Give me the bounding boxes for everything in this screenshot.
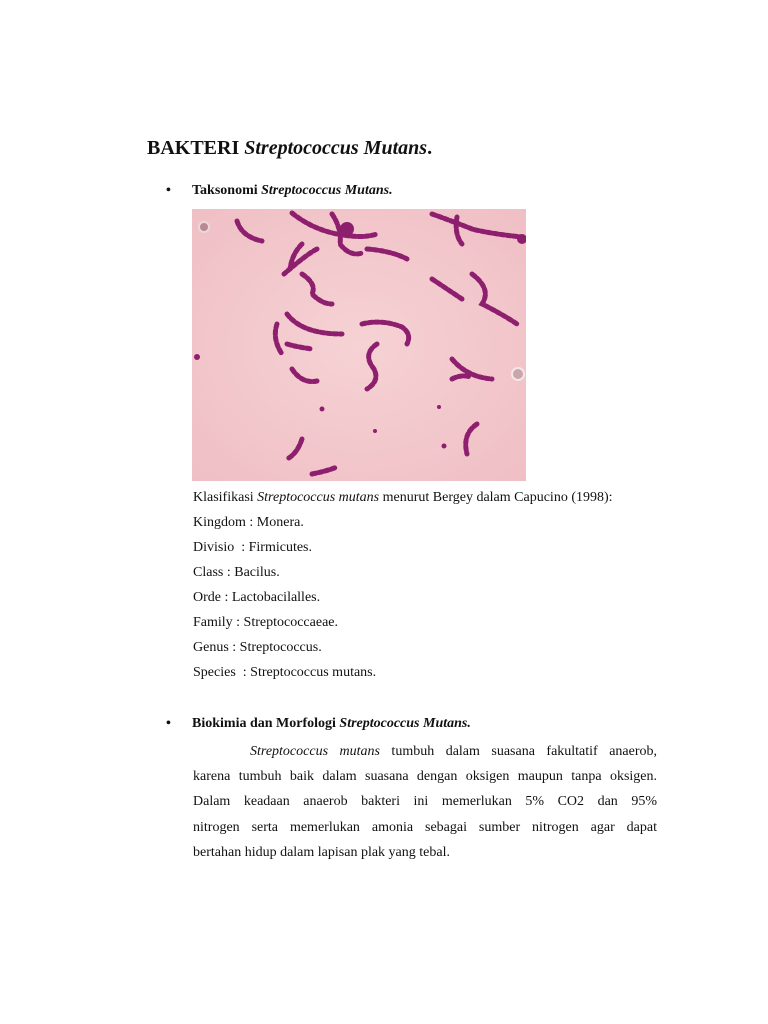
- classification-family: Family : Streptococcaeae.: [193, 615, 338, 630]
- heading-text: Taksonomi: [192, 183, 262, 198]
- bullet-icon: •: [166, 183, 171, 198]
- intro-suffix: menurut Bergey dalam Capucino (1998):: [379, 490, 613, 505]
- heading-italic: Streptococcus Mutans.: [339, 716, 471, 731]
- classification-intro: [193, 490, 613, 506]
- bacteria-micrograph-image: [192, 209, 526, 481]
- title-italic: Streptococcus Mutans: [244, 137, 428, 159]
- bullet-icon: •: [166, 716, 171, 731]
- heading-italic: Streptococcus Mutans.: [261, 183, 393, 198]
- document-title: [147, 137, 432, 160]
- classification-class: Class : Bacilus.: [193, 565, 280, 580]
- paragraph-line: Dalam keadaan anaerob bakteri ini memerlukan 5% CO2 dan 95%: [193, 794, 657, 810]
- classification-orde: Orde : Lactobacilalles.: [193, 590, 321, 605]
- classification-species: Species : Streptococcus mutans.: [193, 665, 377, 680]
- paragraph-line-text: tumbuh dalam suasana fakultatif anaerob,: [379, 744, 658, 759]
- intro-italic: Streptococcus mutans: [257, 490, 380, 505]
- paragraph-line: karena tumbuh baik dalam suasana dengan oksigen maupun tanpa oksigen.: [193, 769, 657, 785]
- classification-genus: Genus : Streptococcus.: [193, 640, 322, 655]
- paragraph-line: nitrogen serta memerlukan amonia sebagai sumber nitrogen agar dapat: [193, 819, 657, 835]
- paragraph-italic: Streptococcus mutans: [250, 744, 380, 759]
- title-suffix: .: [427, 137, 433, 159]
- classification-divisio: Divisio : Firmicutes.: [193, 540, 312, 555]
- paragraph-line: bertahan hidup dalam lapisan plak yang tebal.: [193, 844, 450, 860]
- classification-kingdom: Kingdom : Monera.: [193, 515, 304, 530]
- intro-prefix: Klasifikasi: [193, 490, 258, 505]
- biokimia-paragraph: [193, 739, 657, 865]
- heading-text: Biokimia dan Morfologi: [192, 716, 340, 731]
- paragraph-line: [193, 739, 657, 764]
- title-prefix: BAKTERI: [147, 137, 245, 159]
